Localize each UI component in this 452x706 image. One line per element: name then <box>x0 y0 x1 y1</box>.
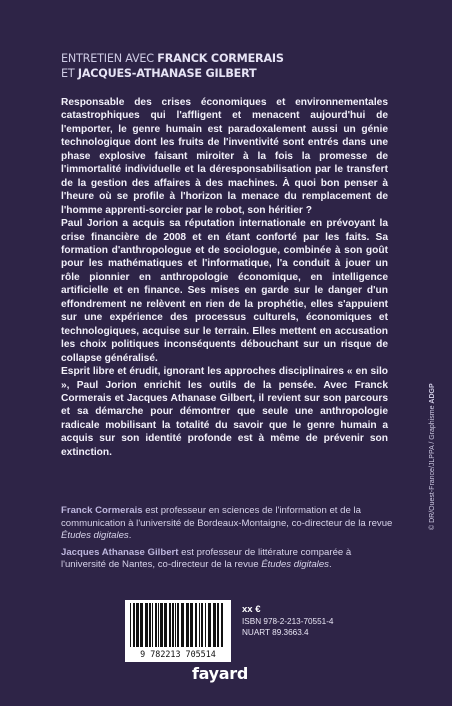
barcode-bar <box>201 603 203 647</box>
bio-journal: Études digitales <box>61 530 129 542</box>
bio-text: est professeur de littérature comparée à l'université de Nantes, co-directeur de la revue <box>61 546 352 571</box>
barcode-bar <box>155 603 157 647</box>
barcode-bars <box>128 603 228 647</box>
photo-credit <box>429 383 436 530</box>
barcode-bar <box>199 603 200 647</box>
barcode-bar <box>181 603 184 647</box>
barcode <box>125 600 231 662</box>
heading-line-2 <box>61 66 401 81</box>
publisher-logo: fayard <box>192 664 249 683</box>
barcode-bar <box>160 603 163 647</box>
heading-name-cormerais: FRANCK CORMERAIS <box>157 52 284 65</box>
nuart-code: NUART 89.3663.4 <box>242 628 309 637</box>
barcode-bar <box>190 603 193 647</box>
barcode-bar <box>133 603 135 647</box>
price: xx € <box>242 604 261 615</box>
author-bios <box>61 505 393 576</box>
barcode-bar <box>130 603 131 647</box>
blurb-paragraph-3: Esprit libre et érudit, ignorant les approches disciplinaires « en silo », Paul Jorion enrichit les outils de la pensée. Avec Franck Cormerais et Jacques Athanase Gilbert, il revient sur son parcours et sa démarche pour démontrer que seule une anthropologie radicale mobilisant la totalité du savoir que le genre humain a acquis sur son identité profonde est à même de prévenir son extinction. <box>61 366 388 458</box>
heading-line-1 <box>61 51 401 66</box>
bio-end: . <box>128 530 132 542</box>
heading-name-gilbert: JACQUES-ATHANASE GILBERT <box>77 67 257 80</box>
barcode-bar <box>152 603 153 647</box>
bio-journal: Études digitales <box>261 559 329 571</box>
barcode-bar <box>169 603 171 647</box>
bio-end: . <box>328 559 332 571</box>
barcode-bar <box>136 603 139 647</box>
barcode-bar <box>195 603 197 647</box>
barcode-bar <box>145 603 148 647</box>
heading-prefix-2: ET <box>61 67 78 80</box>
bio-text: est professeur en sciences de l'information et de la communication à l'université de Bordeaux-Montaigne, co-directeur de la revue <box>61 505 393 529</box>
isbn: ISBN 978-2-213-70551-4 <box>242 617 334 626</box>
credit-prefix: © DR/Ouest-France/JLPPA / Graphisme <box>429 403 436 530</box>
credit-brand: ADGP <box>429 383 436 404</box>
barcode-bar <box>149 603 151 647</box>
blurb-text <box>61 96 388 459</box>
barcode-bar <box>172 603 174 647</box>
bio-name: Jacques Athanase Gilbert <box>61 546 179 558</box>
barcode-bar <box>158 603 159 647</box>
barcode-bar <box>213 603 216 647</box>
bio-name: Franck Cormerais <box>61 505 143 516</box>
bio-cormerais <box>61 505 393 543</box>
barcode-number: 9 782213 705514 <box>140 649 216 659</box>
heading-prefix-1: ENTRETIEN AVEC <box>61 52 158 65</box>
barcode-bar <box>221 603 223 647</box>
blurb-paragraph-2: Paul Jorion a acquis sa réputation internationale en prévoyant la crise financière de 2008 et en étant conforté par les faits. Sa formation d'anthropologue et de sociologue, combinée à son goût pour les mathématiques et l'informatique, l'a conduit à jouer un rôle pionnier en anthropologie économique, en intelligence artificielle et en finance. Ses mises en garde sur le danger d'un effondrement ne relèvent en rien de la prophétie, elles s'appuient sur une expérience des processus culturels, économiques et technologiques, acquise sur le terrain. Elles mettent en accusation les choix politiques inconséquents débouchant sur un risque de collapse généralisé. <box>61 218 388 364</box>
barcode-bar <box>205 603 206 647</box>
bio-gilbert <box>61 547 393 572</box>
barcode-bar <box>186 603 189 647</box>
barcode-bar <box>177 603 179 647</box>
barcode-bar <box>208 603 211 647</box>
barcode-bar <box>217 603 219 647</box>
blurb-paragraph-1: Responsable des crises économiques et environnementales catastrophiques qui l'affligent et menacent aujourd'hui de l'emporter, le genre humain est paradoxalement aussi un génie technologique dont les fruits de l'inventivité sont entrés dans une phase explosive faisant miroiter à la fois la promesse de l'immortalité individuelle et la déresponsabilisation par le transfert de la gestion des affaires à des machines. À quoi bon penser à l'heure où se profile à l'horizon la menace du remplacement de l'homme apprenti-sorcier par le robot, son héritier ? <box>61 97 388 216</box>
barcode-bar <box>164 603 167 647</box>
barcode-bar <box>175 603 176 647</box>
barcode-bar <box>140 603 143 647</box>
interview-heading <box>61 51 401 81</box>
